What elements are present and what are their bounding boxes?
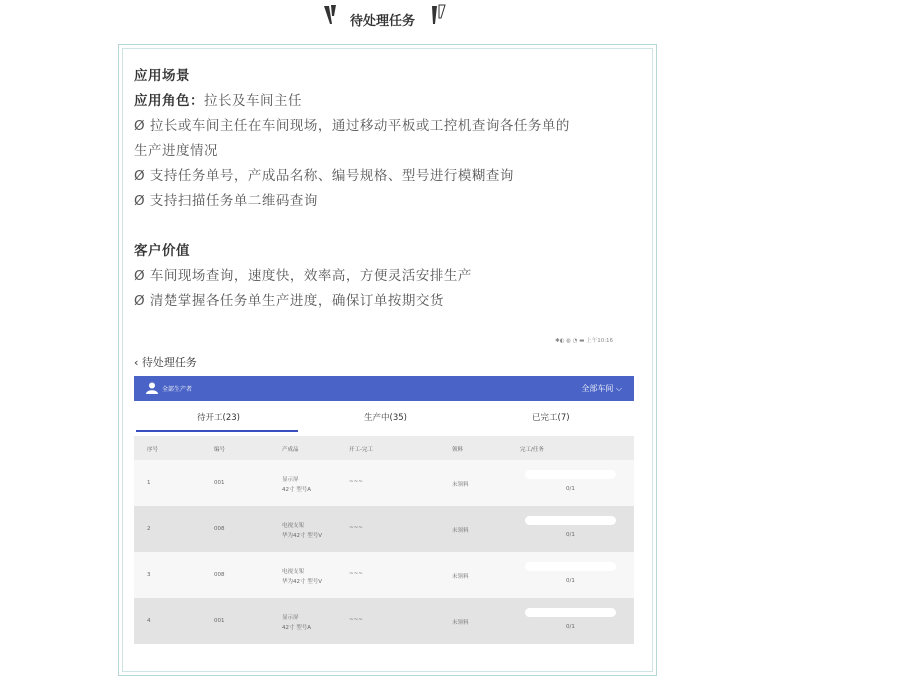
filter-bar <box>134 376 634 401</box>
scene-item: 生产进度情况 <box>134 143 218 159</box>
tab-in-production[interactable]: 生产中(35) <box>364 413 407 423</box>
role-line: 应用角色：拉长及车间主任 <box>134 93 302 109</box>
row-product-name: 电视支架 <box>282 569 305 575</box>
value-item: Ø 清楚掌握各任务单生产进度，确保订单按期交货 <box>134 293 444 309</box>
table-row[interactable] <box>134 552 634 598</box>
value-item: Ø 车间现场查询，速度快，效率高，方便灵活安排生产 <box>134 268 472 284</box>
row-code: 008 <box>214 572 225 578</box>
scene-item: Ø 支持扫描任务单二维码查询 <box>134 193 318 209</box>
page-header <box>0 0 905 36</box>
tab-completed[interactable]: 已完工(7) <box>532 413 570 423</box>
column-header: 开工-完工 <box>349 447 373 453</box>
table-row[interactable] <box>134 598 634 644</box>
progress-text: 0/1 <box>566 578 575 584</box>
progress-text: 0/1 <box>566 532 575 538</box>
column-header: 序号 <box>147 447 159 453</box>
table-row[interactable] <box>134 506 634 552</box>
workshop-filter-dropdown[interactable]: 全部车间 ⌵ <box>581 384 622 393</box>
row-code: 001 <box>214 618 225 624</box>
table-row[interactable] <box>134 460 634 506</box>
row-period: ~~~ <box>349 525 363 531</box>
value-heading: 客户价值 <box>134 243 190 259</box>
row-period: ~~~ <box>349 617 363 623</box>
row-product-spec: 华为42寸 型号V <box>282 533 323 539</box>
table-header <box>134 436 634 460</box>
person-icon <box>146 382 158 394</box>
row-product-name: 电视支架 <box>282 523 305 529</box>
column-header: 产成品 <box>282 447 299 453</box>
row-product-spec: 42寸 型号A <box>282 487 312 493</box>
producer-filter[interactable]: 全部生产者 <box>162 386 193 393</box>
progress-bar <box>525 562 616 571</box>
row-period: ~~~ <box>349 479 363 485</box>
progress-bar <box>525 470 616 479</box>
tab-pending[interactable]: 待开工(23) <box>197 413 240 423</box>
row-number: 2 <box>147 526 151 532</box>
row-code: 001 <box>214 480 225 486</box>
scene-heading: 应用场景 <box>134 68 190 84</box>
scene-item: Ø 支持任务单号，产成品名称、编号规格、型号进行模糊查询 <box>134 168 514 184</box>
row-code: 008 <box>214 526 225 532</box>
column-header: 完工/任务 <box>520 447 544 453</box>
row-number: 3 <box>147 572 151 578</box>
row-product-spec: 42寸 型号A <box>282 625 312 631</box>
progress-text: 0/1 <box>566 624 575 630</box>
left-bracket-decoration-icon <box>322 4 342 26</box>
row-number: 1 <box>147 480 151 486</box>
active-tab-indicator <box>136 430 298 432</box>
row-number: 4 <box>147 618 151 624</box>
status-tabs <box>134 405 634 431</box>
row-product-spec: 华为42寸 型号V <box>282 579 323 585</box>
scene-item: Ø 拉长或车间主任在车间现场，通过移动平板或工控机查询各任务单的 <box>134 118 570 134</box>
column-header: 领料 <box>452 447 464 453</box>
row-period: ~~~ <box>349 571 363 577</box>
right-bracket-decoration-icon <box>429 4 451 26</box>
progress-bar <box>525 516 616 525</box>
row-product-name: 显示屏 <box>282 615 299 621</box>
row-product-name: 显示屏 <box>282 477 299 483</box>
row-material: 未领料 <box>452 482 469 488</box>
column-header: 编号 <box>214 447 226 453</box>
back-title-button[interactable]: ‹ 待处理任务 <box>134 356 197 369</box>
row-material: 未领料 <box>452 574 469 580</box>
row-material: 未领料 <box>452 528 469 534</box>
progress-text: 0/1 <box>566 486 575 492</box>
status-bar: ✱◐ ◍ ◔ ▬ 上午10:16 <box>555 338 614 344</box>
row-material: 未领料 <box>452 620 469 626</box>
progress-bar <box>525 608 616 617</box>
page-title: 待处理任务 <box>350 14 416 29</box>
